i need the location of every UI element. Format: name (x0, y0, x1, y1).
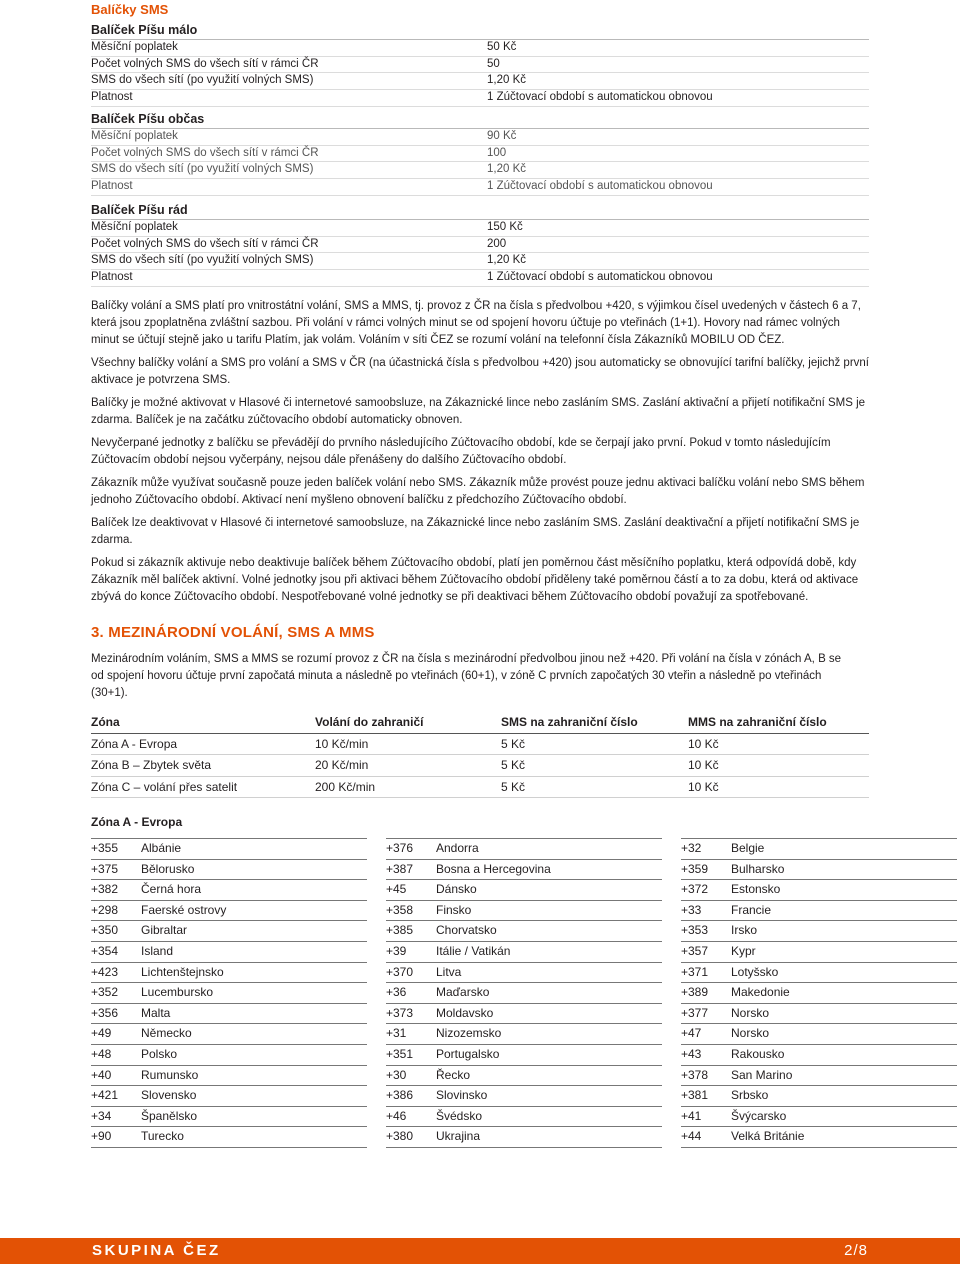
country-code: +385 (386, 923, 414, 938)
list-item (91, 859, 367, 880)
country-name: Slovensko (141, 1088, 197, 1103)
country-name: Gibraltar (141, 923, 188, 938)
row-label: Měsíční poplatek (91, 221, 178, 233)
package-row (91, 270, 869, 287)
sms-package-1 (91, 22, 869, 107)
package-row (91, 253, 869, 270)
cell: 5 Kč (501, 736, 526, 751)
package-row (91, 90, 869, 107)
list-item (91, 1065, 367, 1086)
country-code: +376 (386, 841, 414, 855)
country-code: +382 (91, 882, 119, 897)
country-code: +423 (91, 964, 119, 979)
list-item (91, 1003, 367, 1024)
country-code-list-3 (681, 838, 957, 1148)
country-code: +44 (681, 1129, 702, 1144)
row-value: 90 Kč (487, 130, 517, 142)
row-label: Počet volných SMS do všech sítí v rámci ČR (91, 237, 319, 250)
header-cell: Volání do zahraničí (315, 715, 424, 729)
country-name: Norsko (731, 1026, 770, 1041)
country-code: +387 (386, 861, 414, 876)
row-value: 1 Zúčtovací období s automatickou obnovou (487, 180, 713, 193)
country-name: Litva (436, 964, 462, 979)
list-item (386, 859, 662, 880)
paragraph: Pokud si zákazník aktivuje nebo deaktivuje balíček během Zúčtovacího období, platí jen poměrnou část měsíčního poplatku, která odpovídá době, kdy Zákazník měl balíček aktivní. Volné jednotky jsou při aktivaci během Zúčtovacího období přiděleny také poměrnou částí a to za dobu, která od aktivace zbývá do konce Zúčtovacího období. Nespotřebované volné jednotky se při deaktivaci během Zúčtovacího období považují za spotřebované. (91, 557, 859, 603)
country-code: +358 (386, 902, 414, 917)
list-item (91, 1023, 367, 1044)
package-row (91, 237, 869, 254)
header-cell: SMS na zahraniční číslo (501, 715, 638, 729)
table-header-row (91, 712, 869, 734)
country-code: +381 (681, 1088, 709, 1103)
country-code: +33 (681, 902, 702, 917)
country-code: +32 (681, 841, 702, 855)
list-item (681, 900, 957, 921)
row-label: Počet volných SMS do všech sítí v rámci ČR (91, 57, 319, 70)
section-heading: 3. MEZINÁRODNÍ VOLÁNÍ, SMS A MMS (91, 624, 375, 641)
list-item (91, 1126, 367, 1148)
country-code: +372 (681, 882, 709, 897)
country-code: +357 (681, 943, 709, 958)
country-name: Albánie (141, 841, 182, 855)
country-name: Rumunsko (141, 1067, 199, 1082)
country-name: Rakousko (731, 1046, 785, 1061)
country-name: Kypr (731, 943, 756, 958)
country-name: Island (141, 943, 174, 958)
package-row (91, 220, 869, 237)
country-code: +351 (386, 1046, 414, 1061)
package-row (91, 179, 869, 196)
cell: Zóna B – Zbytek světa (91, 758, 212, 772)
row-value: 1,20 Kč (487, 74, 526, 87)
country-code: +370 (386, 964, 414, 979)
paragraph: Balíčky volání a SMS platí pro vnitrostátní volání, SMS a MMS, tj. provoz z ČR na čísla s předvolbou +420, s výjimkou čísel uvedených v částech 6 a 7, která jsou zpoplatněna zvláštní sazbou. Při volání v rámci volných minut se od spojení hovoru účtuje po vteřinách (1+1). Hovory nad rámec volných minut se účtují stejně jako u tarifu Platím, jak volám. Voláním v síti ČEZ se rozumí volání na telefonní čísla Zákazníků MOBILU OD ČEZ. (91, 300, 861, 346)
list-item (386, 1003, 662, 1024)
country-name: Belgie (731, 841, 765, 855)
row-label: Počet volných SMS do všech sítí v rámci ČR (91, 146, 319, 159)
country-name: Slovinsko (436, 1088, 488, 1103)
paragraph: Zákazník může využívat současně pouze jeden balíček volání nebo SMS. Zákazník může provést pouze jednu aktivaci balíčku volání nebo SMS během jednoho Zúčtovacího období. Aktivací není myšleno obnovení balíčku z předchozího Zúčtovacího období. (91, 477, 865, 506)
list-item (681, 1003, 957, 1024)
list-item (681, 962, 957, 983)
package-row (91, 57, 869, 74)
package-row (91, 129, 869, 146)
package-row (91, 162, 869, 179)
country-name: Francie (731, 902, 772, 917)
zone-pricing-table (91, 712, 869, 798)
country-name: Itálie / Vatikán (436, 943, 511, 958)
country-code-list-1 (91, 838, 367, 1148)
paragraph: Všechny balíčky volání a SMS pro volání a SMS v ČR (na účastnická čísla s předvolbou +420) jsou automaticky se obnovující tarifní balíčky, jejichž první aktivace je potvrzena SMS. (91, 357, 869, 386)
package-title: Balíček Píšu rád (91, 202, 869, 220)
paragraph: Balíčky je možné aktivovat v Hlasové či internetové samoobsluze, na Zákaznické lince nebo zasláním SMS. Zaslání aktivační a přijetí notifikační SMS je zdarma. Balíček je na začátku zúčtovacího období automaticky obnoven. (91, 397, 866, 426)
country-code: +389 (681, 985, 709, 1000)
country-code: +45 (386, 882, 407, 897)
table-row (91, 777, 869, 799)
cell: 10 Kč/min (315, 736, 369, 751)
sms-package-3 (91, 202, 869, 287)
country-code: +30 (386, 1067, 407, 1082)
country-code-list-2 (386, 838, 662, 1148)
country-code: +355 (91, 841, 119, 855)
list-item (386, 941, 662, 962)
country-name: Černá hora (141, 882, 202, 897)
country-name: Moldavsko (436, 1005, 494, 1020)
country-code: +380 (386, 1129, 414, 1144)
list-item (681, 1126, 957, 1148)
list-item (681, 941, 957, 962)
package-row (91, 146, 869, 163)
country-code: +359 (681, 861, 709, 876)
row-value: 1 Zúčtovací období s automatickou obnovou (487, 271, 713, 284)
country-code: +354 (91, 943, 119, 958)
list-item (91, 1085, 367, 1106)
country-name: Faerské ostrovy (141, 902, 227, 917)
list-item (386, 982, 662, 1003)
cell: 10 Kč (688, 736, 719, 751)
country-code: +40 (91, 1067, 112, 1082)
list-item (91, 941, 367, 962)
list-item (386, 1065, 662, 1086)
paragraph: Nevyčerpané jednotky z balíčku se převádějí do prvního následujícího Zúčtovacího období, kde se čerpají jako první. Pokud v tomto následujícím Zúčtovacím období nejsou vyčerpány, nejsou dále přenášeny do dalšího Zúčtovacího období. (91, 437, 831, 466)
country-name: Portugalsko (436, 1046, 500, 1061)
country-name: Finsko (436, 902, 472, 917)
list-item (386, 879, 662, 900)
country-code: +39 (386, 943, 407, 958)
country-code: +31 (386, 1026, 407, 1041)
cell: 10 Kč (688, 758, 719, 772)
country-code: +34 (91, 1108, 112, 1123)
country-name: Španělsko (141, 1108, 198, 1123)
country-code: +373 (386, 1005, 414, 1020)
row-label: Platnost (91, 180, 133, 193)
list-item (681, 1065, 957, 1086)
country-code: +48 (91, 1046, 112, 1061)
country-code: +46 (386, 1108, 407, 1123)
package-title: Balíček Píšu málo (91, 22, 869, 40)
page-number: 2/8 (844, 1242, 868, 1259)
country-name: Polsko (141, 1046, 178, 1061)
zone-a-title: Zóna A - Evropa (91, 815, 183, 829)
country-code: +352 (91, 985, 119, 1000)
list-item (681, 1106, 957, 1127)
paragraph: Balíček lze deaktivovat v Hlasové či internetové samoobsluze, na Zákaznické lince nebo zasláním SMS. Zaslání deaktivační a přijetí notifikační SMS je zdarma. (91, 517, 860, 546)
list-item (386, 1085, 662, 1106)
country-name: Makedonie (731, 985, 790, 1000)
country-name: Ukrajina (436, 1129, 481, 1144)
country-name: Nizozemsko (436, 1026, 502, 1041)
intl-description: Mezinárodním voláním, SMS a MMS se rozumí provoz z ČR na čísla s mezinárodní předvolbou jinou než +420. Při volání na čísla v zónách A, B se od spojení hovoru účtuje první započatá minuta a následně po vteřinách (60+1), v zóně C prvních započatých 30 vteřin a následně po vteřinách (30+1). (91, 653, 842, 699)
table-row (91, 734, 869, 756)
brand-logo: SKUPINA ČEZ (92, 1242, 221, 1259)
country-name: Maďarsko (436, 985, 490, 1000)
row-label: Měsíční poplatek (91, 130, 178, 142)
list-item (681, 859, 957, 880)
row-label: SMS do všech sítí (po využití volných SMS) (91, 74, 314, 87)
country-code: +41 (681, 1108, 702, 1123)
cell: Zóna C – volání přes satelit (91, 779, 238, 794)
row-label: Měsíční poplatek (91, 41, 178, 53)
row-label: SMS do všech sítí (po využití volných SMS) (91, 163, 314, 176)
package-row (91, 40, 869, 57)
cell: 5 Kč (501, 779, 526, 794)
list-item (386, 920, 662, 941)
header-cell: MMS na zahraniční číslo (688, 715, 827, 729)
list-item (386, 962, 662, 983)
country-name: Irsko (731, 923, 758, 938)
list-item (386, 838, 662, 859)
cell: 20 Kč/min (315, 758, 369, 772)
country-code: +90 (91, 1129, 112, 1144)
package-title: Balíček Píšu občas (91, 111, 869, 129)
row-label: Platnost (91, 91, 133, 104)
list-item (386, 1126, 662, 1148)
list-item (386, 1023, 662, 1044)
country-name: Lichtenštejnsko (141, 964, 224, 979)
row-value: 100 (487, 146, 507, 159)
list-item (681, 982, 957, 1003)
row-value: 50 (487, 57, 500, 70)
country-name: Velká Británie (731, 1129, 805, 1144)
country-code: +377 (681, 1005, 709, 1020)
country-name: Andorra (436, 841, 479, 855)
list-item (386, 1106, 662, 1127)
list-item (681, 1085, 957, 1106)
package-row (91, 73, 869, 90)
country-name: Švédsko (436, 1108, 483, 1123)
country-name: Estonsko (731, 882, 781, 897)
row-value: 1,20 Kč (487, 163, 526, 176)
list-item (386, 1044, 662, 1065)
cell: Zóna A - Evropa (91, 736, 178, 751)
country-name: Řecko (436, 1067, 471, 1082)
footer-bar (0, 1238, 960, 1264)
country-name: Dánsko (436, 882, 477, 897)
country-code: +378 (681, 1067, 709, 1082)
row-value: 150 Kč (487, 221, 523, 233)
country-code: +371 (681, 964, 709, 979)
country-name: Lucembursko (141, 985, 214, 1000)
list-item (91, 1044, 367, 1065)
list-item (91, 900, 367, 921)
country-code: +375 (91, 861, 119, 876)
sms-package-2 (91, 111, 869, 196)
country-name: Lotyšsko (731, 964, 779, 979)
country-code: +49 (91, 1026, 112, 1041)
list-item (91, 1106, 367, 1127)
list-item (91, 962, 367, 983)
list-item (386, 900, 662, 921)
section-label: Balíčky SMS (91, 2, 169, 17)
list-item (681, 1023, 957, 1044)
country-name: Bělorusko (141, 861, 195, 876)
row-value: 200 (487, 237, 507, 250)
country-name: Chorvatsko (436, 923, 497, 938)
country-name: Malta (141, 1005, 171, 1020)
country-code: +43 (681, 1046, 702, 1061)
list-item (681, 920, 957, 941)
country-name: Bosna a Hercegovina (436, 861, 551, 876)
country-name: Norsko (731, 1005, 770, 1020)
country-code: +350 (91, 923, 119, 938)
country-code: +36 (386, 985, 407, 1000)
list-item (91, 838, 367, 859)
row-label: Platnost (91, 271, 133, 284)
country-code: +386 (386, 1088, 414, 1103)
header-cell: Zóna (91, 715, 120, 729)
row-value: 50 Kč (487, 41, 517, 53)
country-code: +421 (91, 1088, 119, 1103)
list-item (91, 982, 367, 1003)
country-name: San Marino (731, 1067, 793, 1082)
row-label: SMS do všech sítí (po využití volných SMS) (91, 254, 314, 267)
country-name: Německo (141, 1026, 192, 1041)
row-value: 1 Zúčtovací období s automatickou obnovou (487, 91, 713, 104)
list-item (91, 879, 367, 900)
list-item (681, 838, 957, 859)
country-name: Srbsko (731, 1088, 769, 1103)
country-name: Turecko (141, 1129, 184, 1144)
country-name: Bulharsko (731, 861, 785, 876)
cell: 10 Kč (688, 779, 719, 794)
country-code: +298 (91, 902, 119, 917)
terms-text (91, 298, 869, 612)
cell: 200 Kč/min (315, 779, 376, 794)
country-code: +47 (681, 1026, 702, 1041)
list-item (681, 879, 957, 900)
list-item (681, 1044, 957, 1065)
cell: 5 Kč (501, 758, 526, 772)
row-value: 1,20 Kč (487, 254, 526, 267)
list-item (91, 920, 367, 941)
country-code: +356 (91, 1005, 119, 1020)
country-code: +353 (681, 923, 709, 938)
country-name: Švýcarsko (731, 1108, 787, 1123)
table-row (91, 755, 869, 777)
